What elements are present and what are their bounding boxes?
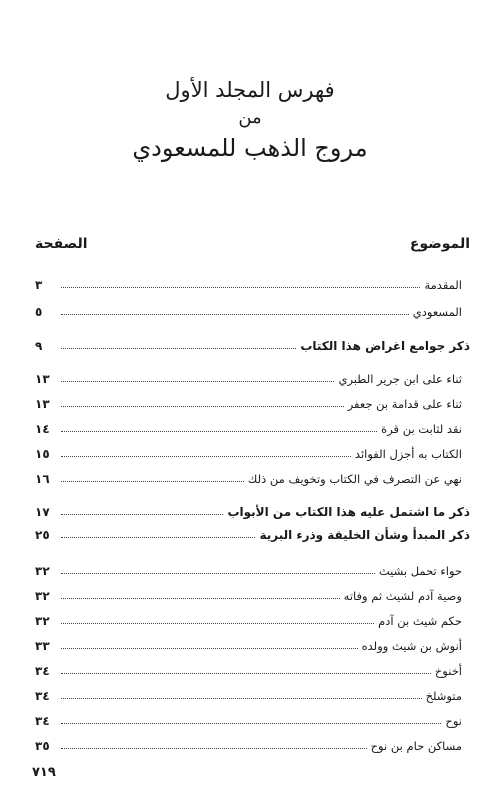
toc-entry-page: ٥ [35, 305, 43, 319]
toc-entry [35, 733, 462, 753]
toc-entry [35, 272, 462, 292]
toc-entry-page: ٣٢ [35, 589, 50, 603]
leader-dots [61, 723, 441, 724]
toc-entry [35, 441, 462, 461]
column-headers [35, 236, 470, 256]
toc-entry-title: حواء تحمل بشيث [378, 564, 462, 578]
toc-entry-page: ١٧ [35, 505, 50, 519]
leader-dots [61, 748, 367, 749]
toc-entry-page: ١٥ [35, 447, 50, 461]
toc-entry-title: مساكن حام بن نوح [370, 739, 462, 753]
toc-entry [35, 522, 470, 542]
toc-entry [35, 683, 462, 703]
toc-entry-page: ٣٢ [35, 564, 50, 578]
index-title: فهرس المجلد الأول [165, 78, 335, 102]
toc-entry-title: المقدمة [424, 278, 462, 292]
toc-entry-title: نوح [445, 714, 462, 728]
toc-entry-title: نقد لثابت بن قرة [381, 422, 462, 436]
toc-entry-title: ذكر جوامع اغراض هذا الكتاب [300, 339, 470, 353]
toc-entry-title: ثناء على قدامة بن جعفر [347, 397, 462, 411]
toc-entry-title: نهي عن التصرف في الكتاب وتخويف من ذلك [247, 472, 462, 486]
leader-dots [61, 698, 422, 699]
toc-entry [35, 299, 462, 319]
leader-dots [61, 431, 377, 432]
index-title-connector: من [238, 107, 262, 129]
toc-entry [35, 708, 462, 728]
toc-entry-title: ثناء على ابن جرير الطبري [338, 372, 462, 386]
leader-dots [61, 456, 351, 457]
toc-entry [35, 558, 462, 578]
leader-dots [61, 648, 358, 649]
leader-dots [61, 287, 420, 288]
toc-entry-page: ٣ [35, 278, 43, 292]
toc-entry-title: ذكر ما اشتمل عليه هذا الكتاب من الأبواب [227, 505, 470, 519]
leader-dots [61, 314, 409, 315]
toc-entry-title: حكم شيث بن آدم [378, 614, 462, 628]
toc-entry-page: ١٣ [35, 372, 50, 386]
leader-dots [61, 673, 431, 674]
toc-entry-title: أنوش بن شيث وولده [361, 639, 462, 653]
leader-dots [61, 348, 296, 349]
toc-entry [35, 416, 462, 436]
toc-entry-title: المسعودي [412, 305, 462, 319]
toc-entry-page: ٩ [35, 339, 43, 353]
toc-entry [35, 333, 470, 353]
leader-dots [61, 406, 344, 407]
page-column-header: الصفحة [35, 236, 88, 252]
index-title-block [0, 78, 500, 162]
toc-entry-page: ٣٤ [35, 664, 50, 678]
toc-entry-title: أخنوخ [434, 664, 462, 678]
leader-dots [61, 381, 334, 382]
toc-entry-page: ١٤ [35, 422, 50, 436]
toc-entry [35, 608, 462, 628]
toc-entry-page: ٣٥ [35, 739, 50, 753]
toc-entry-page: ٣٤ [35, 714, 50, 728]
toc-entry-title: الكتاب به أجزل الفوائد [354, 447, 462, 461]
toc-entry [35, 658, 462, 678]
toc-entry-page: ٣٤ [35, 689, 50, 703]
toc-entry-title: وصية آدم لشيث ثم وفاته [343, 589, 462, 603]
toc-entry-page: ١٣ [35, 397, 50, 411]
leader-dots [61, 537, 255, 538]
toc-entry [35, 466, 462, 486]
toc-entry-title: ذكر المبدأ وشأن الخليقة وذرء البرية [259, 528, 470, 542]
toc-entry [35, 391, 462, 411]
toc-entry-page: ٢٥ [35, 528, 50, 542]
page-number: ٧١٩ [32, 765, 56, 780]
toc-entry [35, 583, 462, 603]
toc-entry-page: ١٦ [35, 472, 50, 486]
toc-entry [35, 366, 462, 386]
leader-dots [61, 514, 223, 515]
book-title: مروج الذهب للمسعودي [132, 133, 368, 162]
toc-entry-page: ٣٢ [35, 614, 50, 628]
leader-dots [61, 598, 340, 599]
leader-dots [61, 573, 375, 574]
leader-dots [61, 623, 374, 624]
toc-entry [35, 633, 462, 653]
subject-column-header: الموضوع [409, 236, 470, 252]
toc-entry [35, 499, 470, 519]
toc-entry-page: ٣٣ [35, 639, 50, 653]
leader-dots [61, 481, 244, 482]
toc-entry-title: متوشلخ [425, 689, 462, 703]
